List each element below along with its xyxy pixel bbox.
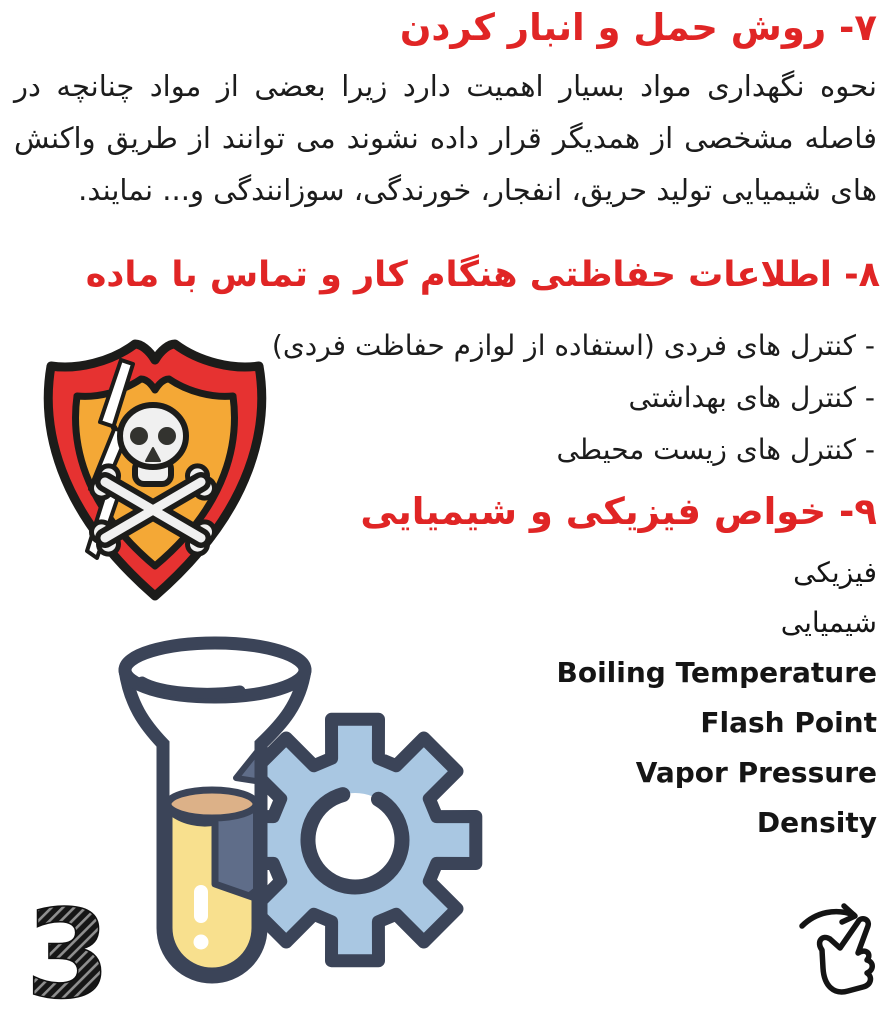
list-item-health-controls: - کنترل های بهداشتی bbox=[628, 381, 875, 414]
section9-properties-list bbox=[557, 548, 878, 848]
page-number-text: 3 bbox=[25, 900, 111, 1010]
property-flash-point: Flash Point bbox=[700, 706, 877, 739]
hazard-shield-skull-icon bbox=[25, 334, 285, 622]
list-item-personal-controls: - کنترل های فردی (استفاده از لوازم حفاظت فردی) bbox=[271, 329, 875, 362]
section8-controls-list bbox=[272, 320, 875, 476]
section7-heading: ۷- روش حمل و انبار کردن bbox=[399, 6, 877, 49]
section9-heading: ۹- خواص فیزیکی و شیمیایی bbox=[360, 490, 877, 533]
chemistry-flask-gear-icon bbox=[100, 632, 525, 1024]
property-density: Density bbox=[756, 806, 877, 839]
section8-heading: ۸- اطلاعات حفاظتی هنگام کار و تماس با ماده bbox=[85, 255, 880, 295]
property-boiling-temperature: Boiling Temperature bbox=[556, 656, 877, 689]
page-number bbox=[12, 900, 124, 1010]
swipe-right-hand-icon bbox=[792, 898, 892, 1010]
property-chemical: شیمیایی bbox=[780, 606, 877, 639]
liquid-surface bbox=[168, 790, 256, 818]
property-vapor-pressure: Vapor Pressure bbox=[635, 756, 877, 789]
section7-body-text: نحوه نگهداری مواد بسیار اهمیت دارد زیرا بعضی از مواد چنانچه در فاصله مشخصی از همدیگر قرار داده نشوند می توانند از طریق واکنش های شیمیایی تولید حریق، انفجار، خورندگی، سوزانندگی و... نمایند. bbox=[14, 69, 877, 207]
property-physical: فیزیکی bbox=[793, 556, 877, 589]
list-item-environmental-controls: - کنترل های زیست محیطی bbox=[556, 433, 875, 466]
